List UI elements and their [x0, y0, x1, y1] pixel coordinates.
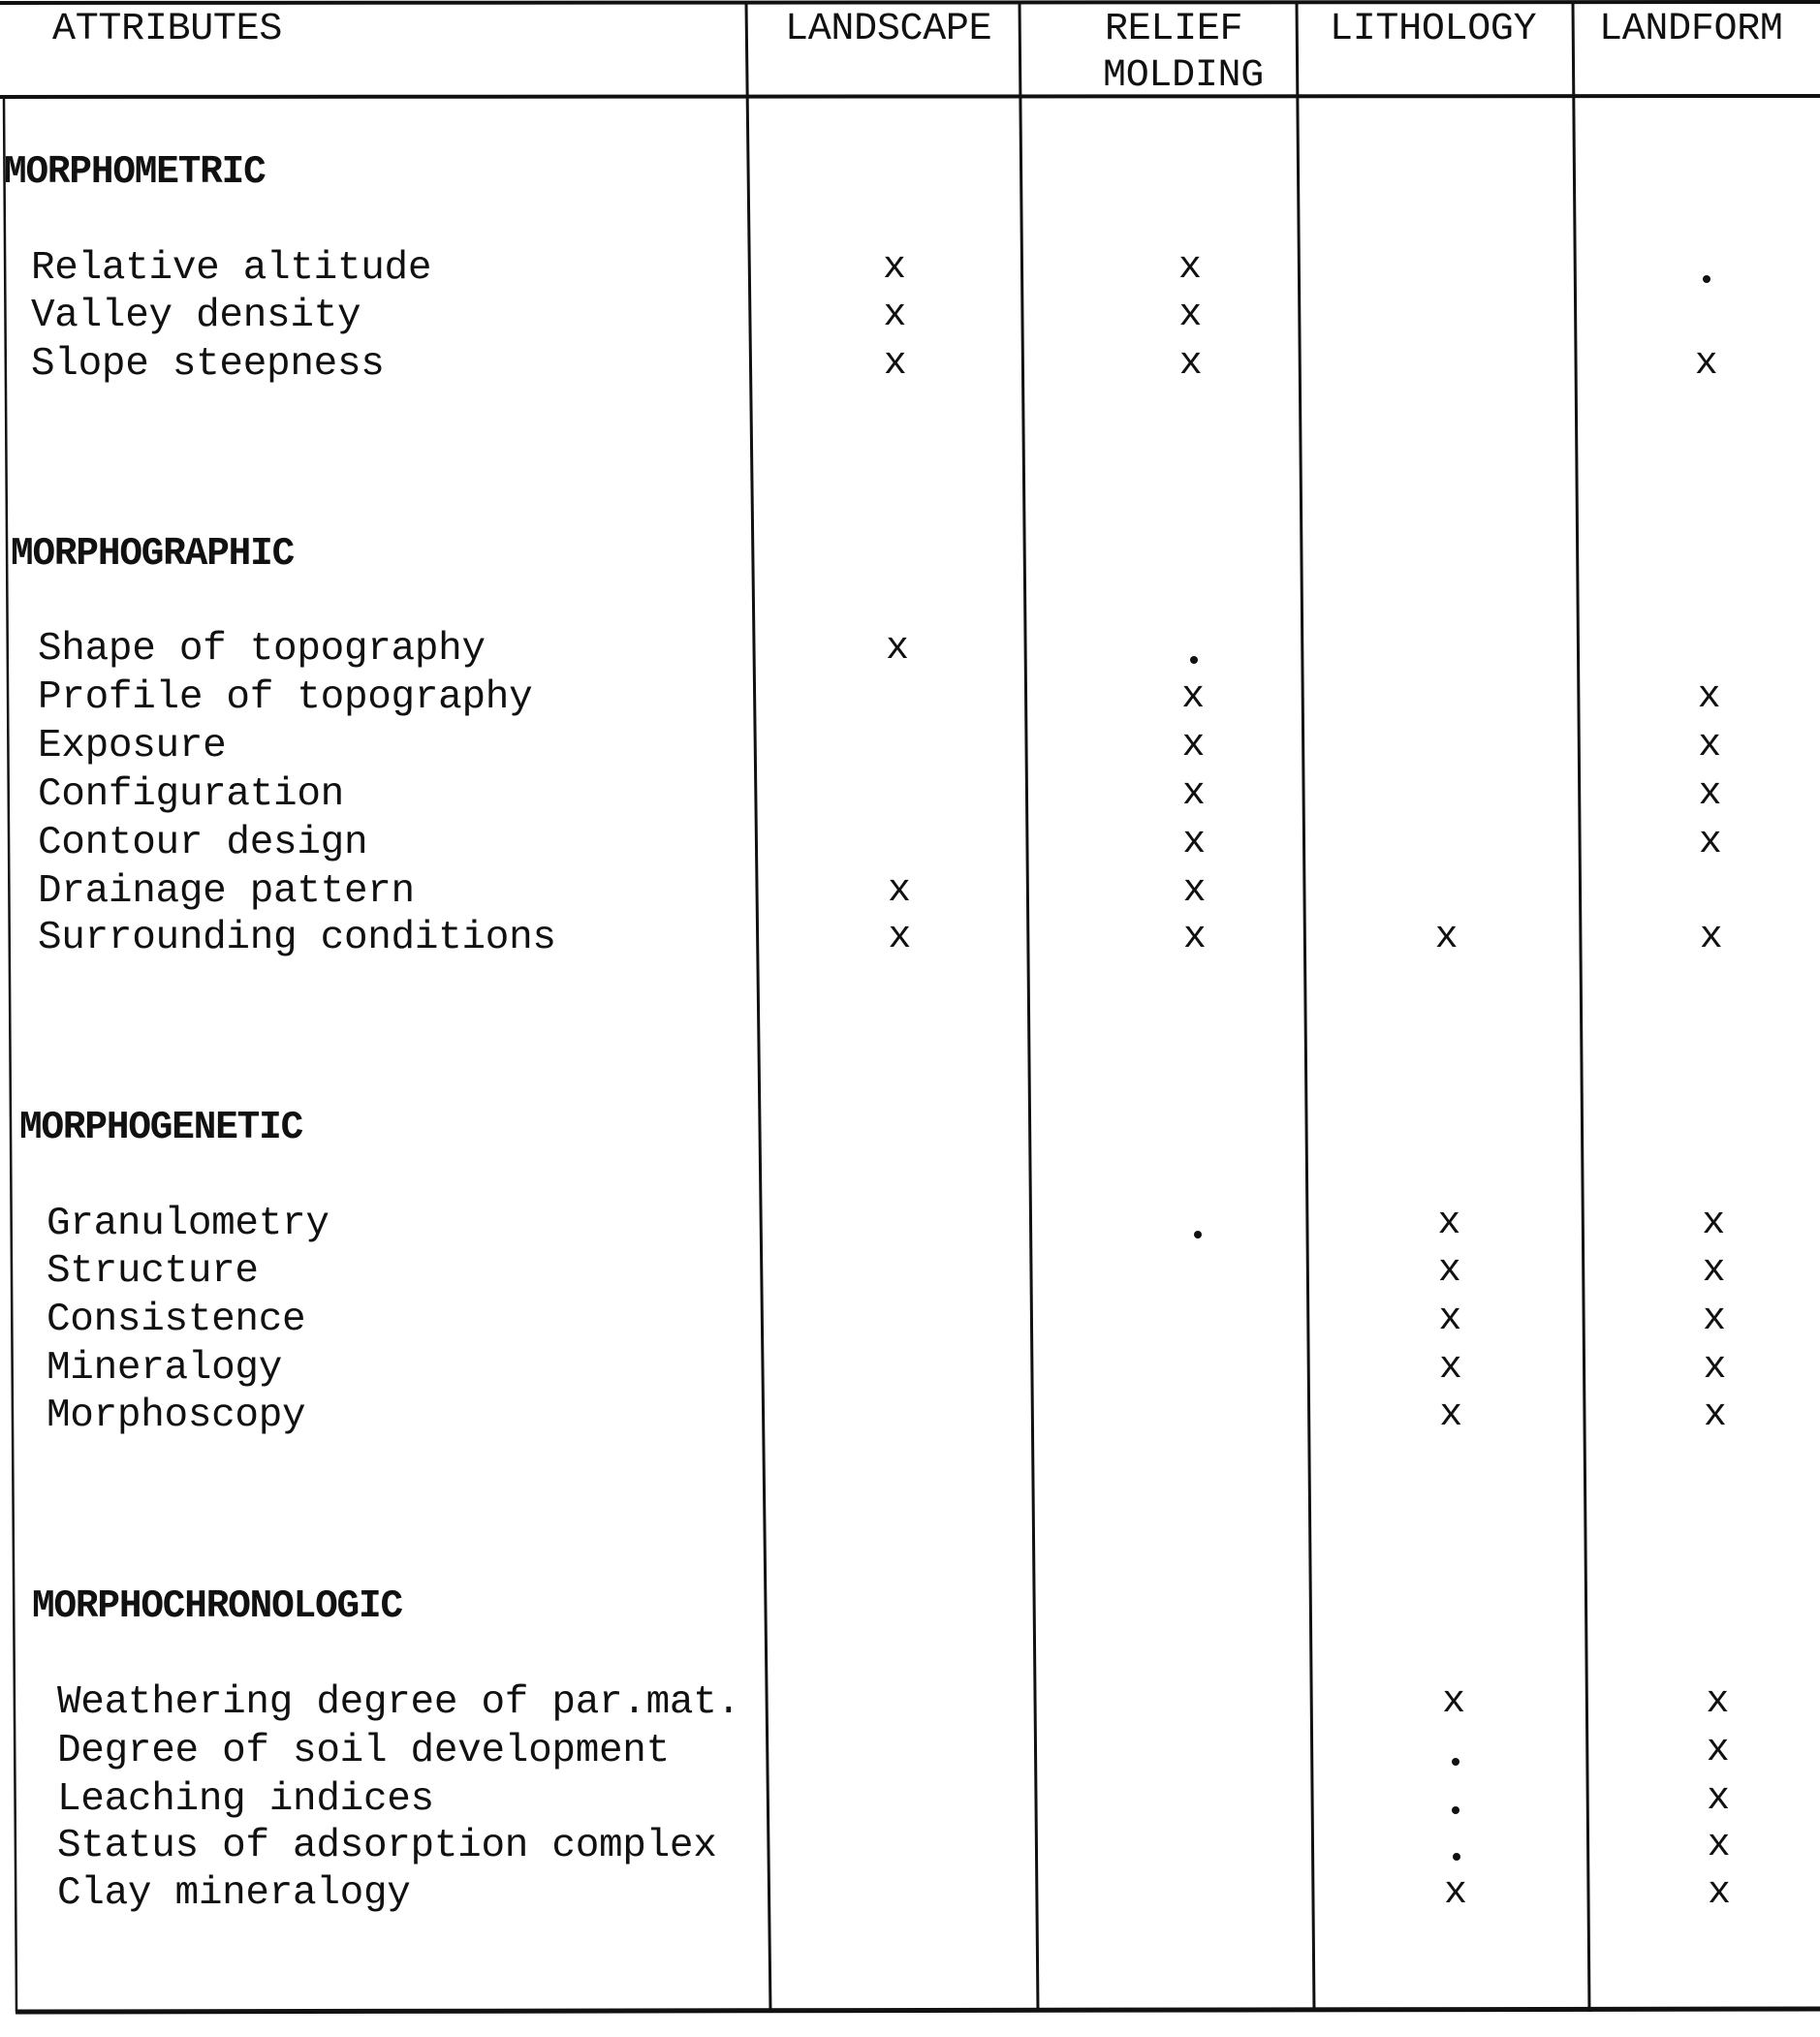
- cross-mark-lithology: x: [1437, 1249, 1461, 1293]
- cross-mark-landform: x: [1703, 1394, 1727, 1437]
- column-divider-3: [1297, 3, 1314, 2012]
- table-bottom-border: [16, 2009, 1820, 2012]
- cross-mark-landform: x: [1698, 821, 1722, 864]
- column-header-relief-line2: MOLDING: [1103, 54, 1264, 98]
- row-label: Morphoscopy: [47, 1394, 306, 1438]
- column-header-lithology: LITHOLOGY: [1330, 8, 1537, 51]
- section-heading: MORPHOMETRIC: [4, 150, 266, 195]
- cross-mark-landform: x: [1702, 1249, 1726, 1293]
- cross-mark-lithology: x: [1438, 1298, 1462, 1341]
- cross-mark-landform: x: [1699, 916, 1723, 959]
- dot-mark-relief-molding: [1190, 656, 1198, 664]
- column-header-relief-line1: RELIEF: [1105, 8, 1243, 51]
- row-label: Profile of topography: [38, 675, 533, 720]
- cross-mark-landform: x: [1706, 1680, 1730, 1724]
- cross-mark-landscape: x: [886, 627, 910, 671]
- row-label: Contour design: [38, 821, 368, 865]
- cross-mark-relief-molding: x: [1178, 294, 1203, 337]
- column-divider-4: [1573, 3, 1589, 2012]
- cross-mark-landform: x: [1707, 1824, 1731, 1867]
- row-label: Configuration: [38, 772, 344, 817]
- cross-mark-landform: x: [1698, 772, 1722, 816]
- dot-mark-lithology: [1452, 1758, 1459, 1766]
- cross-mark-relief-molding: x: [1182, 916, 1207, 959]
- row-label: Mineralogy: [47, 1346, 283, 1391]
- row-label: Shape of topography: [38, 627, 486, 672]
- cross-mark-landscape: x: [887, 869, 911, 913]
- cross-mark-relief-molding: x: [1178, 342, 1203, 386]
- cross-mark-relief-molding: x: [1182, 869, 1207, 913]
- section-heading: MORPHOGRAPHIC: [11, 532, 295, 577]
- section-heading: MORPHOGENETIC: [19, 1106, 303, 1150]
- cross-mark-landscape: x: [882, 246, 906, 290]
- cross-mark-lithology: x: [1439, 1394, 1463, 1437]
- cross-mark-landscape: x: [888, 916, 912, 959]
- cross-mark-relief-molding: x: [1181, 772, 1206, 816]
- dot-mark-lithology: [1453, 1853, 1460, 1861]
- cross-mark-relief-molding: x: [1181, 675, 1206, 719]
- cross-mark-lithology: x: [1437, 1202, 1461, 1245]
- row-label: Slope steepness: [31, 342, 385, 387]
- cross-mark-landform: x: [1703, 1346, 1727, 1390]
- cross-mark-lithology: x: [1442, 1680, 1466, 1724]
- row-label: Relative altitude: [31, 246, 432, 291]
- row-label: Clay mineralogy: [57, 1871, 411, 1916]
- cross-mark-landscape: x: [883, 342, 907, 386]
- row-label: Exposure: [38, 724, 227, 768]
- cross-mark-landform: x: [1694, 342, 1718, 386]
- cross-mark-relief-molding: x: [1177, 246, 1202, 290]
- cross-mark-landform: x: [1707, 1871, 1731, 1915]
- row-label: Leaching indices: [57, 1777, 434, 1822]
- cross-mark-lithology: x: [1438, 1346, 1462, 1390]
- row-label: Valley density: [31, 294, 361, 338]
- section-heading: MORPHOCHRONOLOGIC: [32, 1584, 402, 1629]
- dot-mark-lithology: [1452, 1806, 1459, 1814]
- cross-mark-relief-molding: x: [1181, 724, 1206, 768]
- cross-mark-landform: x: [1706, 1729, 1730, 1772]
- row-label: Degree of soil development: [57, 1729, 670, 1773]
- column-header-landscape: LANDSCAPE: [785, 8, 992, 51]
- row-label: Granulometry: [47, 1202, 329, 1246]
- row-label: Drainage pattern: [38, 869, 415, 914]
- cross-mark-lithology: x: [1443, 1871, 1467, 1915]
- column-divider-2: [1020, 3, 1038, 2012]
- dot-mark-landform: [1703, 275, 1710, 283]
- row-label: Status of adsorption complex: [57, 1824, 717, 1868]
- cross-mark-landform: x: [1697, 675, 1721, 719]
- cross-mark-landform: x: [1698, 724, 1722, 768]
- row-label: Weathering degree of par.mat.: [57, 1680, 740, 1725]
- cross-mark-relief-molding: x: [1182, 821, 1207, 864]
- header-bottom-border: [0, 96, 1820, 97]
- dot-mark-relief-molding: [1194, 1231, 1202, 1238]
- column-divider-1: [746, 3, 770, 2012]
- table-top-border: [0, 2, 1820, 3]
- column-header-landform: LANDFORM: [1599, 8, 1783, 51]
- cross-mark-lithology: x: [1434, 916, 1459, 959]
- row-label: Structure: [47, 1249, 259, 1294]
- cross-mark-landform: x: [1702, 1202, 1726, 1245]
- cross-mark-landscape: x: [883, 294, 907, 337]
- row-label: Surrounding conditions: [38, 916, 556, 960]
- column-header-attributes: ATTRIBUTES: [52, 8, 283, 51]
- cross-mark-landform: x: [1703, 1298, 1727, 1341]
- table-left-border: [4, 97, 16, 2012]
- cross-mark-landform: x: [1707, 1777, 1731, 1821]
- row-label: Consistence: [47, 1298, 306, 1342]
